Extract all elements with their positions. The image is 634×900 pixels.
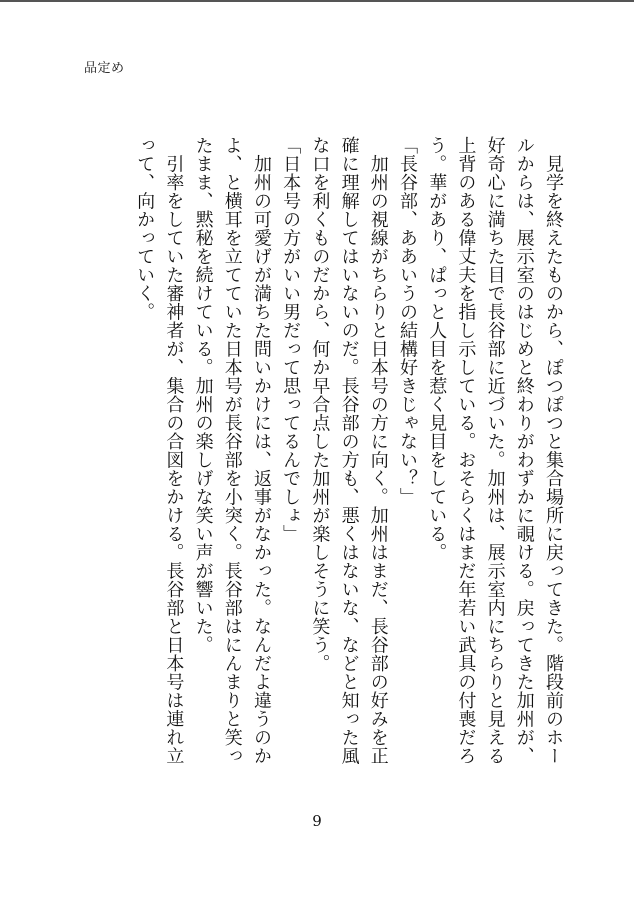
text-line: う。華があり、ぱっと人目を惹く見目をしている。 (426, 136, 448, 562)
text-line: って、向かっていく。 (134, 136, 156, 321)
text-line: 見学を終えたものから、ぽつぽつと集合場所に戻ってきた。階段前のホー (543, 136, 564, 765)
text-line: 「日本号の方がいい男だって思ってるんでしょ」 (280, 136, 302, 543)
text-line: よ、と横耳を立てていた日本号が長谷部を小突く。長谷部はにんまりと笑っ (221, 136, 243, 765)
text-line: 加州の可愛げが満ちた問いかけには、返事がなかった。なんだよ違うのか (250, 136, 272, 765)
top-border-rule (0, 0, 634, 2)
body-text (98, 136, 568, 776)
text-line: 好奇心に満ちた目で長谷部に近づいた。加州は、展示室内にちらりと見える (484, 136, 506, 765)
text-line: たまま、黙秘を続けている。加州の楽しげな笑い声が響いた。 (192, 136, 214, 654)
text-line: 「長谷部、ああいうの結構好きじゃない？」 (396, 136, 418, 506)
page-number: 9 (312, 812, 322, 830)
text-line: な口を利くものだから、何か早合点した加州が楽しそうに笑う。 (309, 136, 331, 673)
text-line: 引率をしていた審神者が、集合の合図をかける。長谷部と日本号は連れ立 (163, 136, 185, 765)
text-line: ルからは、展示室のはじめと終わりがわずかに覗ける。戻ってきた加州が、 (513, 136, 535, 765)
text-line: 加州の視線がちらりと日本号の方に向く。加州はまだ、長谷部の好みを正 (367, 136, 389, 765)
text-line: 上背のある偉丈夫を指し示している。おそらくはまだ年若い武具の付喪だろ (455, 136, 477, 765)
text-line: 確に理解してはいないのだ。長谷部の方も、悪くはないな、などと知った風 (338, 136, 360, 765)
running-head: 品定め (84, 61, 125, 76)
